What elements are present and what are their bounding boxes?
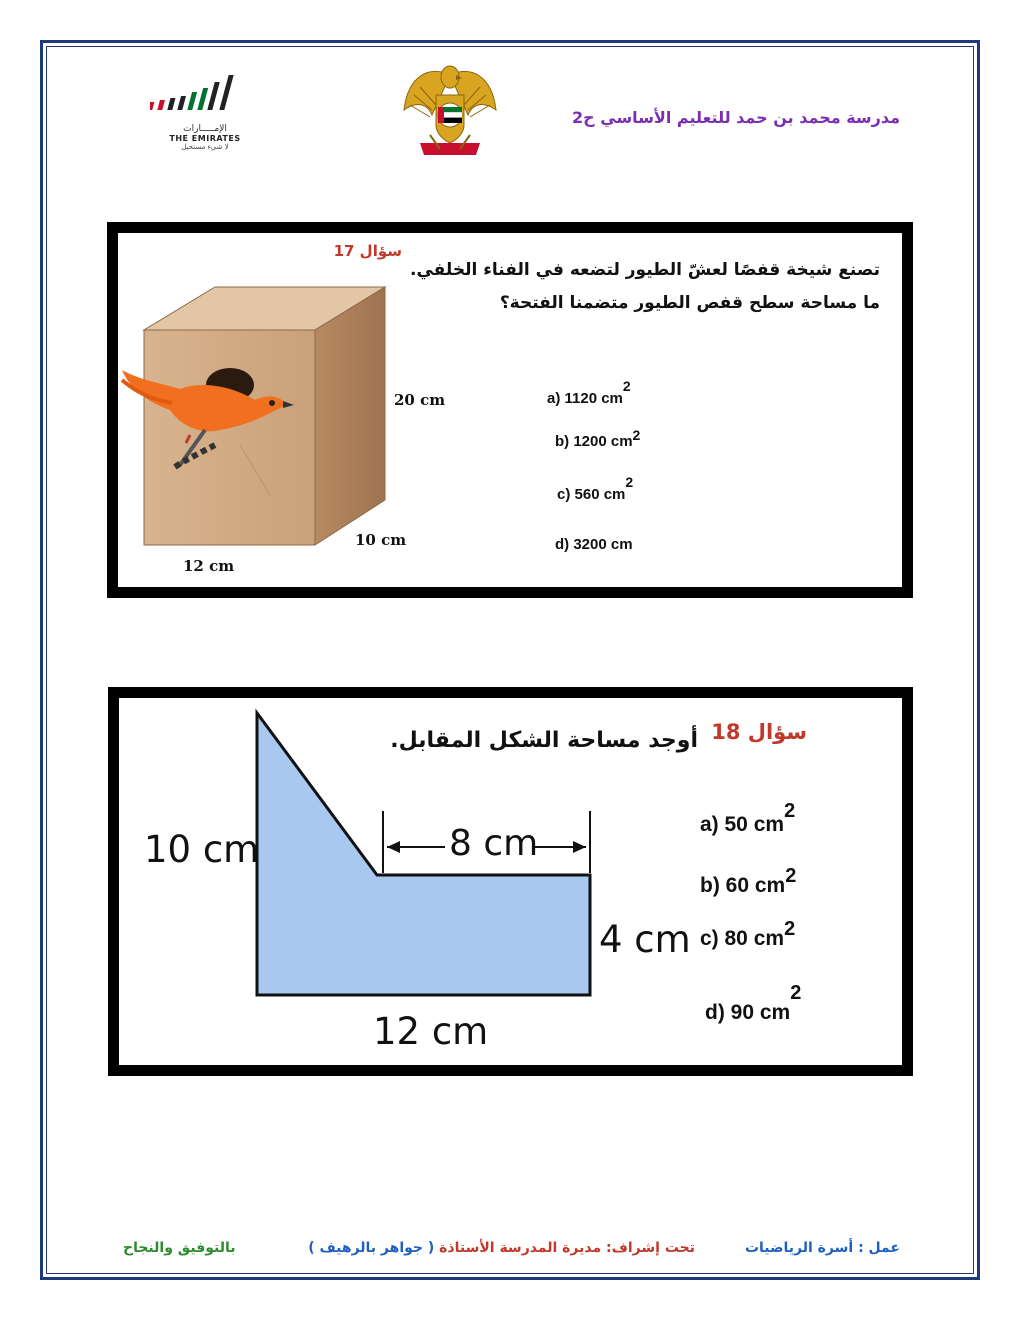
emirates-arabic: الإمـــــارات xyxy=(183,124,227,134)
shape-right-label: 4 cm xyxy=(599,918,691,961)
question-18-label: سؤال 18 xyxy=(711,720,807,744)
q17-choice-a[interactable]: a) 1120 $cm^2$ xyxy=(547,378,631,407)
school-name: مدرسة محمد بن حمد للتعليم الأساسي ح2 xyxy=(572,108,900,127)
q17-choice-d[interactable]: d) 3200 cm xyxy=(555,536,633,553)
shape-left-label: 10 cm xyxy=(144,828,260,871)
q18-choice-b[interactable]: b) 60 $cm^2$ xyxy=(700,865,797,897)
birdhouse-width-label: 12 cm xyxy=(183,557,235,575)
footer-closing: بالتوفيق والنجاح xyxy=(123,1240,236,1256)
composite-shape-figure xyxy=(250,705,605,1005)
birdhouse-depth-label: 10 cm xyxy=(355,531,407,549)
emirates-brand-logo xyxy=(150,70,260,170)
uae-emblem-icon xyxy=(400,55,500,165)
q18-choice-c[interactable]: c) 80 $cm^2$ xyxy=(700,918,796,950)
shape-bottom-label: 12 cm xyxy=(373,1010,489,1053)
question-18-text: أوجد مساحة الشكل المقابل. xyxy=(390,728,698,753)
shape-top-label: 8 cm xyxy=(449,823,539,864)
emirates-bars-icon xyxy=(150,70,260,120)
question-17-line2: ما مساحة سطح قفص الطيور متضمنا الفتحة؟ xyxy=(499,293,880,313)
footer-made-by: عمل : أسرة الرياضيات xyxy=(744,1240,900,1256)
footer-supervision-prefix: تحت إشراف: مديرة المدرسة الأستاذة xyxy=(434,1240,695,1256)
footer-supervisor-name: ( جواهر بالرهيف ) xyxy=(308,1240,435,1256)
emirates-english: THE EMIRATES xyxy=(169,134,241,143)
q17-choice-c[interactable]: c) 560 $cm^2$ xyxy=(557,474,634,503)
birdhouse-height-label: 20 cm xyxy=(394,391,446,409)
question-17-line1: تصنع شيخة قفصًا لعشّ الطيور لتضعه في الفناء الخلفي. xyxy=(410,260,880,280)
q17-choice-b[interactable]: b) 1200 $cm^2$ xyxy=(555,427,641,450)
q18-choice-d[interactable]: d) 90 $cm^2$ xyxy=(705,982,802,1024)
emirates-tagline: لا شيء مستحيل xyxy=(181,143,229,151)
composite-shape xyxy=(257,713,590,995)
footer-supervision xyxy=(308,1240,695,1256)
q18-choice-a[interactable]: a) 50 $cm^2$ xyxy=(700,800,796,836)
question-17-label: سؤال 17 xyxy=(333,242,402,260)
birdhouse-illustration xyxy=(120,285,395,555)
